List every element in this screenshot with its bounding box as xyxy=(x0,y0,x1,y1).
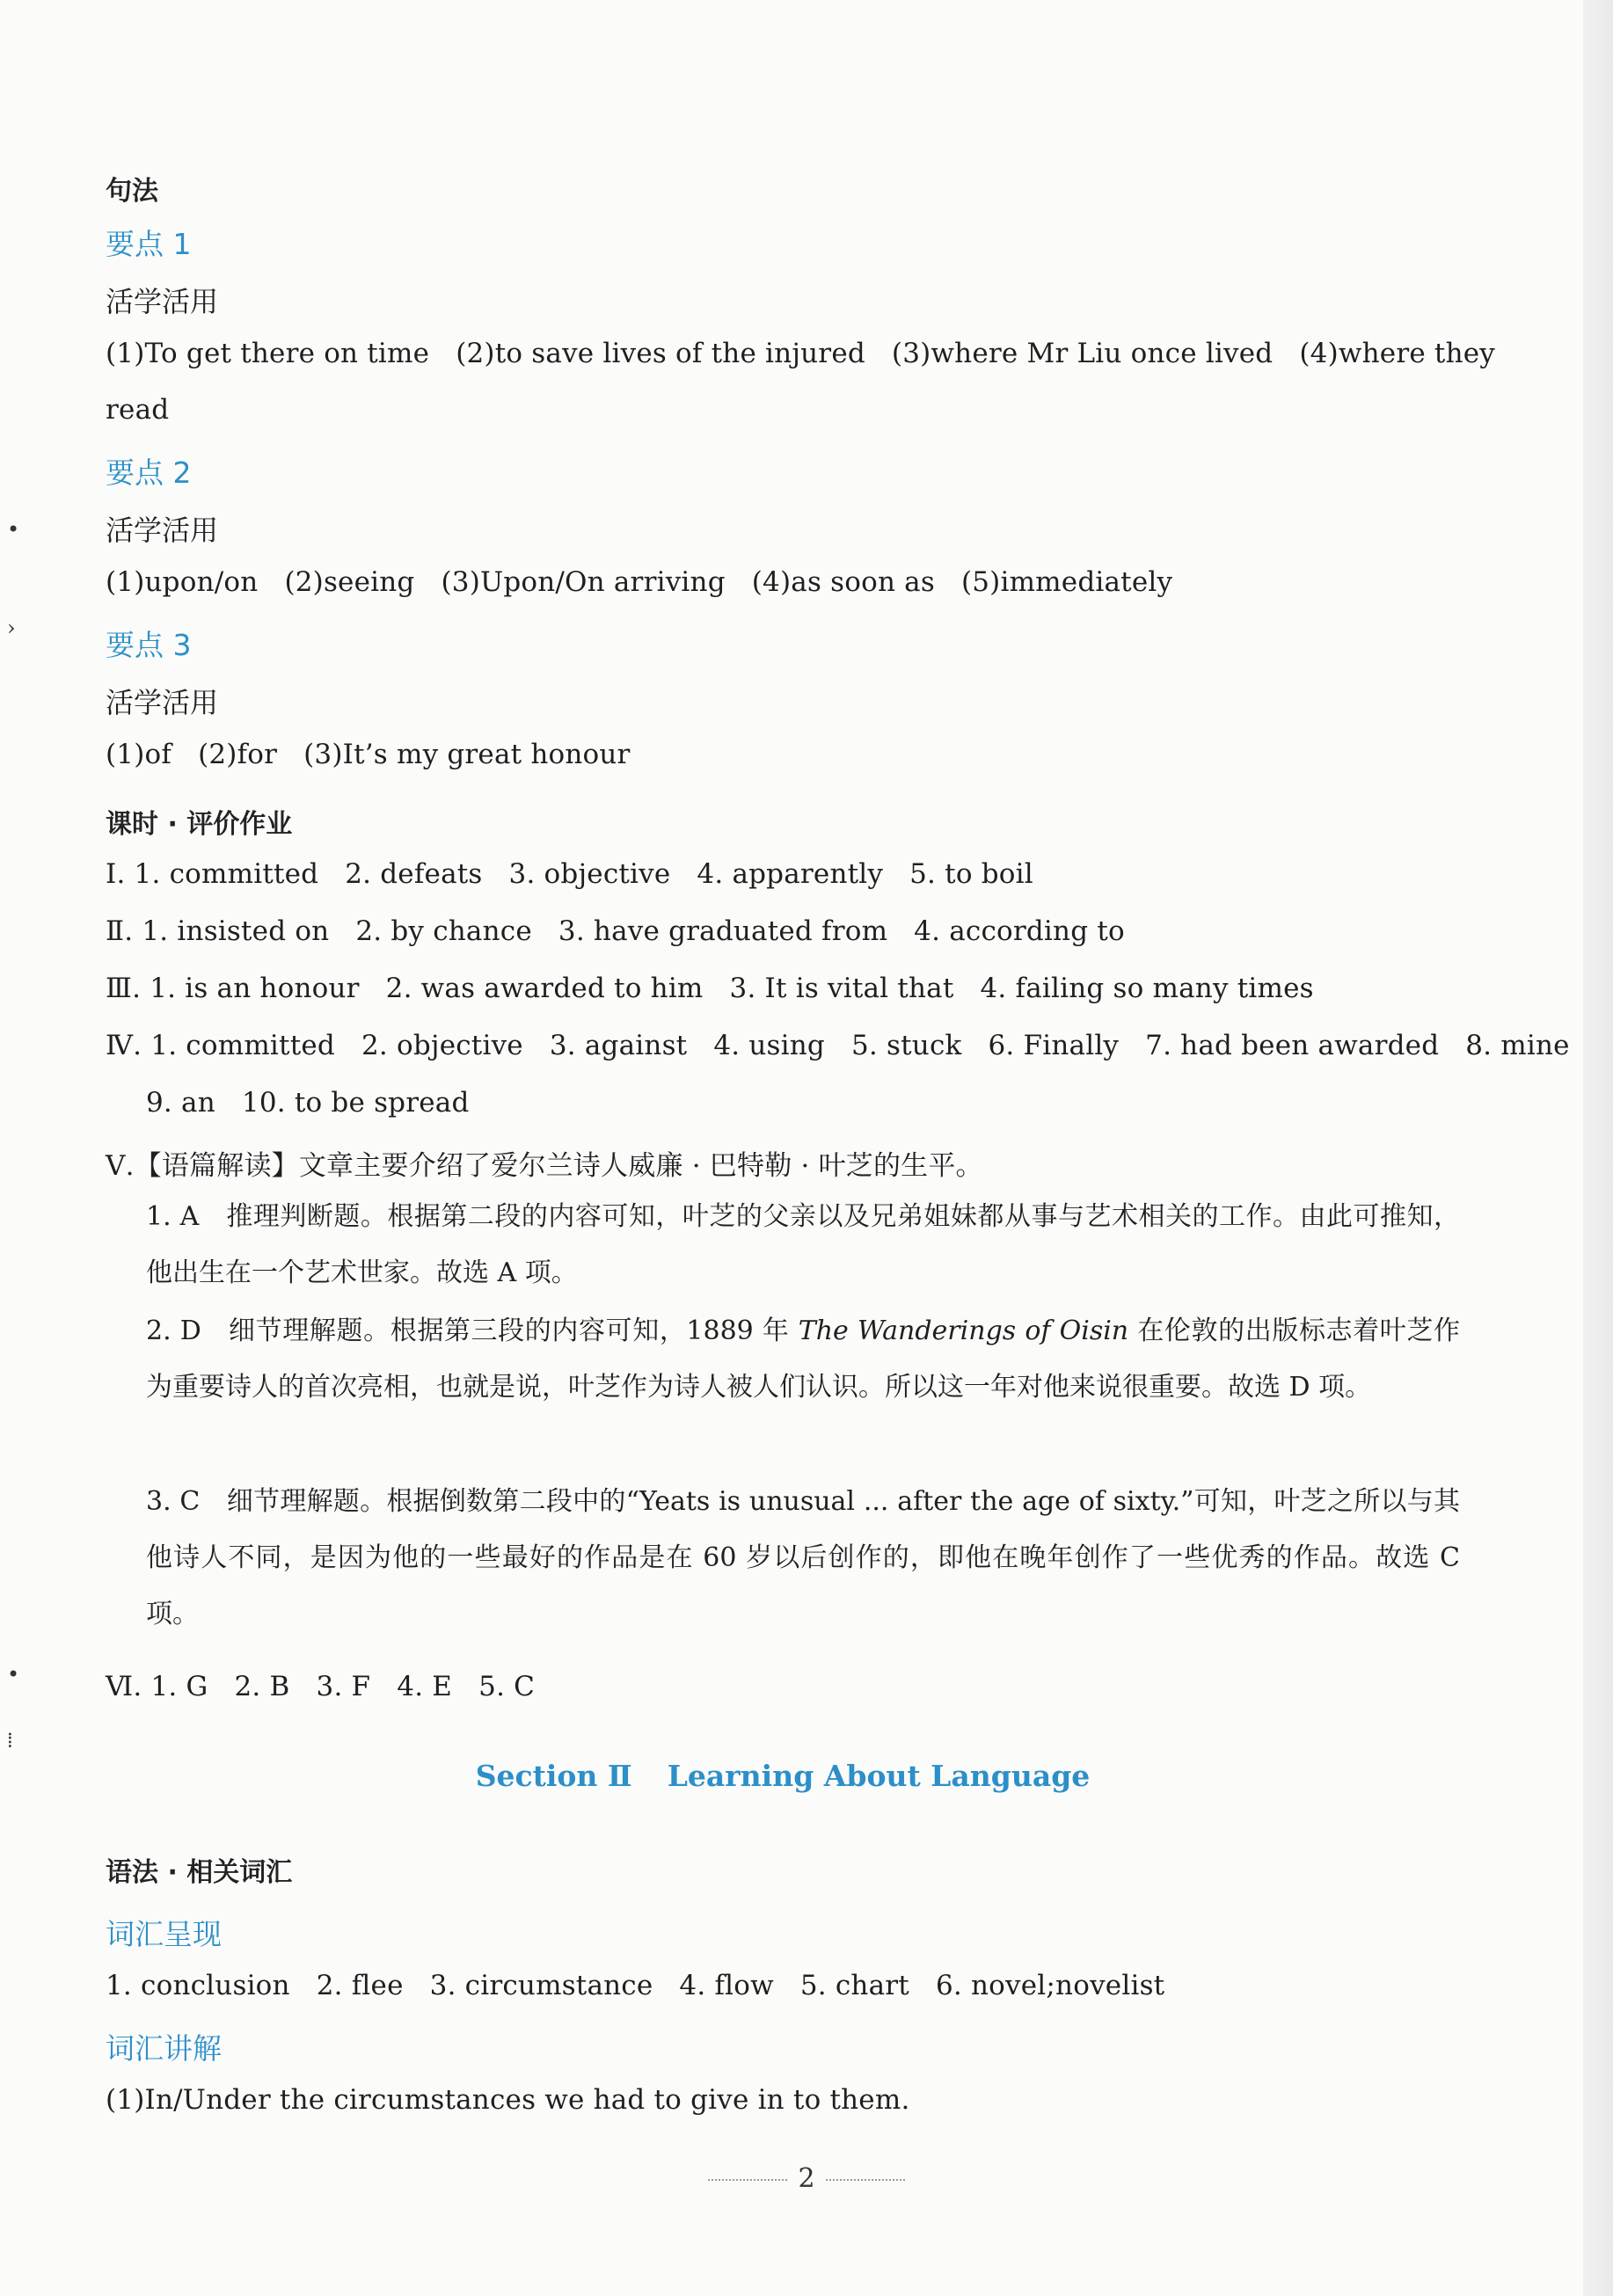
homework-heading: 课时 · 评价作业 xyxy=(106,809,293,840)
answer-item: (3)Upon/On arriving xyxy=(441,566,726,598)
page-number: 2 xyxy=(798,2163,815,2194)
answer-item: Ⅰ. 1. committed xyxy=(106,858,319,890)
answer-item: Ⅱ. 1. insisted on xyxy=(106,915,330,947)
answer-item: 7. had been awarded xyxy=(1145,1030,1440,1061)
answer-text: 在伦敦的出版标志着叶芝作为重要诗人的首次亮相，也就是说，叶芝作为诗人被人们认识。所以这一年对他来说很重要。故选 D 项。 xyxy=(146,1316,1461,1403)
answer-item: 2. B xyxy=(234,1671,290,1702)
answer-item: 1. conclusion xyxy=(106,1970,290,2001)
answer-item: 2. objective xyxy=(361,1030,523,1061)
answer-item: 3. have graduated from xyxy=(558,915,888,947)
footer-rule xyxy=(708,2179,787,2181)
section-title xyxy=(106,1759,1460,1793)
answer-item: 5. chart xyxy=(799,1970,909,2001)
answer-item: 5. C xyxy=(478,1671,536,1702)
exercise-2 xyxy=(106,915,1125,947)
vocab-present-label: 词汇呈现 xyxy=(106,1917,222,1951)
margin-mark: • xyxy=(7,1662,20,1687)
point3-label: 要点 3 xyxy=(106,628,192,662)
answer-item: 4. flow xyxy=(679,1970,774,2001)
answer-item: 2. defeats xyxy=(345,858,483,890)
answer-item: 3. circumstance xyxy=(429,1970,653,2001)
section-name: Learning About Language xyxy=(667,1759,1091,1793)
point3-answers xyxy=(106,739,631,770)
answer-item: 4. E xyxy=(397,1671,453,1702)
answer-item: 5. to boil xyxy=(909,858,1033,890)
answer-item: (1)To get there on time xyxy=(106,338,430,369)
point2-label: 要点 2 xyxy=(106,456,192,490)
margin-mark: • xyxy=(7,517,20,542)
answer-item: 4. using xyxy=(713,1030,825,1061)
exercise-4 xyxy=(106,1030,1570,1061)
answer-item: 10. to be spread xyxy=(241,1087,470,1119)
footer-rule xyxy=(826,2179,905,2181)
answer-item: (4)as soon as xyxy=(751,566,935,598)
answer-text: 2. D 细节理解题。根据第三段的内容可知，1889 年 xyxy=(146,1316,799,1346)
answer-item: 4. apparently xyxy=(697,858,884,890)
point3-sub: 活学活用 xyxy=(106,686,219,719)
reading-answer-2 xyxy=(146,1303,1460,1416)
answer-item: 2. flee xyxy=(316,1970,404,2001)
grammar-heading: 语法 · 相关词汇 xyxy=(106,1857,293,1888)
answer-item: (1)of xyxy=(106,739,172,770)
syntax-heading: 句法 xyxy=(106,176,158,207)
answer-item: 6. Finally xyxy=(988,1030,1120,1061)
point1-label: 要点 1 xyxy=(106,227,192,261)
answer-item: Ⅳ. 1. committed xyxy=(106,1030,335,1061)
exercise-4-cont xyxy=(146,1087,470,1119)
reading-answer-3: 3. C 细节理解题。根据倒数第二段中的“Yeats is unusual ... after the age of sixty.”可知，叶芝之所以与其他诗人不同，是因为他的一些最好的作品是在 60 岁以后创作的，即他在晚年创作了一些优秀的作品。故选 C 项。 xyxy=(146,1486,1460,1629)
answer-item: 2. by chance xyxy=(355,915,532,947)
margin-mark: ⁞ xyxy=(7,1728,13,1753)
answer-item: Ⅵ. 1. G xyxy=(106,1671,208,1702)
answer-item: (2)seeing xyxy=(284,566,415,598)
answer-item: 6. novel;novelist xyxy=(935,1970,1165,2001)
poem-title: The Wanderings of Oisin xyxy=(798,1316,1129,1346)
answer-item: 3. It is vital that xyxy=(729,973,954,1004)
answer-item: 4. according to xyxy=(914,915,1125,947)
point1-answers xyxy=(106,338,1495,369)
section-number: Section Ⅱ xyxy=(475,1759,632,1793)
answer-item: 9. an xyxy=(146,1087,215,1119)
answer-item: (1)upon/on xyxy=(106,566,259,598)
exercise-3 xyxy=(106,973,1314,1004)
exercise-6 xyxy=(106,1671,535,1702)
answer-item: Ⅲ. 1. is an honour xyxy=(106,973,360,1004)
vocab-explain-1: (1)In/Under the circumstances we had to give in to them. xyxy=(106,2084,910,2116)
page-edge-shadow xyxy=(1583,0,1613,2296)
answer-item: 3. objective xyxy=(508,858,671,890)
answer-item: 4. failing so many times xyxy=(980,973,1314,1004)
answer-item: 3. against xyxy=(549,1030,688,1061)
answer-item: 3. F xyxy=(316,1671,371,1702)
margin-mark: › xyxy=(7,616,16,640)
point2-sub: 活学活用 xyxy=(106,514,219,547)
vocab-explain-label: 词汇讲解 xyxy=(106,2031,222,2066)
reading-answer-1: 1. A 推理判断题。根据第二段的内容可知，叶芝的父亲以及兄弟姐妹都从事与艺术相关的工作。由此可推知，他出生在一个艺术世家。故选 A 项。 xyxy=(146,1201,1460,1288)
point1-wrap: read xyxy=(106,394,170,426)
point1-sub: 活学活用 xyxy=(106,285,219,318)
vocab-answers xyxy=(106,1970,1164,2001)
page-footer xyxy=(0,2163,1613,2194)
answer-item: (3)It’s my great honour xyxy=(303,739,631,770)
reading-intro: Ⅴ.【语篇解读】文章主要介绍了爱尔兰诗人威廉 · 巴特勒 · 叶芝的生平。 xyxy=(106,1150,983,1182)
answer-item: (2)for xyxy=(198,739,278,770)
answer-item: 2. was awarded to him xyxy=(385,973,704,1004)
exercise-1 xyxy=(106,858,1033,890)
answer-item: (4)where they xyxy=(1299,338,1496,369)
answer-item: 5. stuck xyxy=(850,1030,962,1061)
answer-item: (2)to save lives of the injured xyxy=(456,338,865,369)
point2-answers xyxy=(106,566,1172,598)
answer-item: (5)immediately xyxy=(960,566,1173,598)
answer-item: (3)where Mr Liu once lived xyxy=(891,338,1274,369)
answer-item: 8. mine xyxy=(1465,1030,1570,1061)
